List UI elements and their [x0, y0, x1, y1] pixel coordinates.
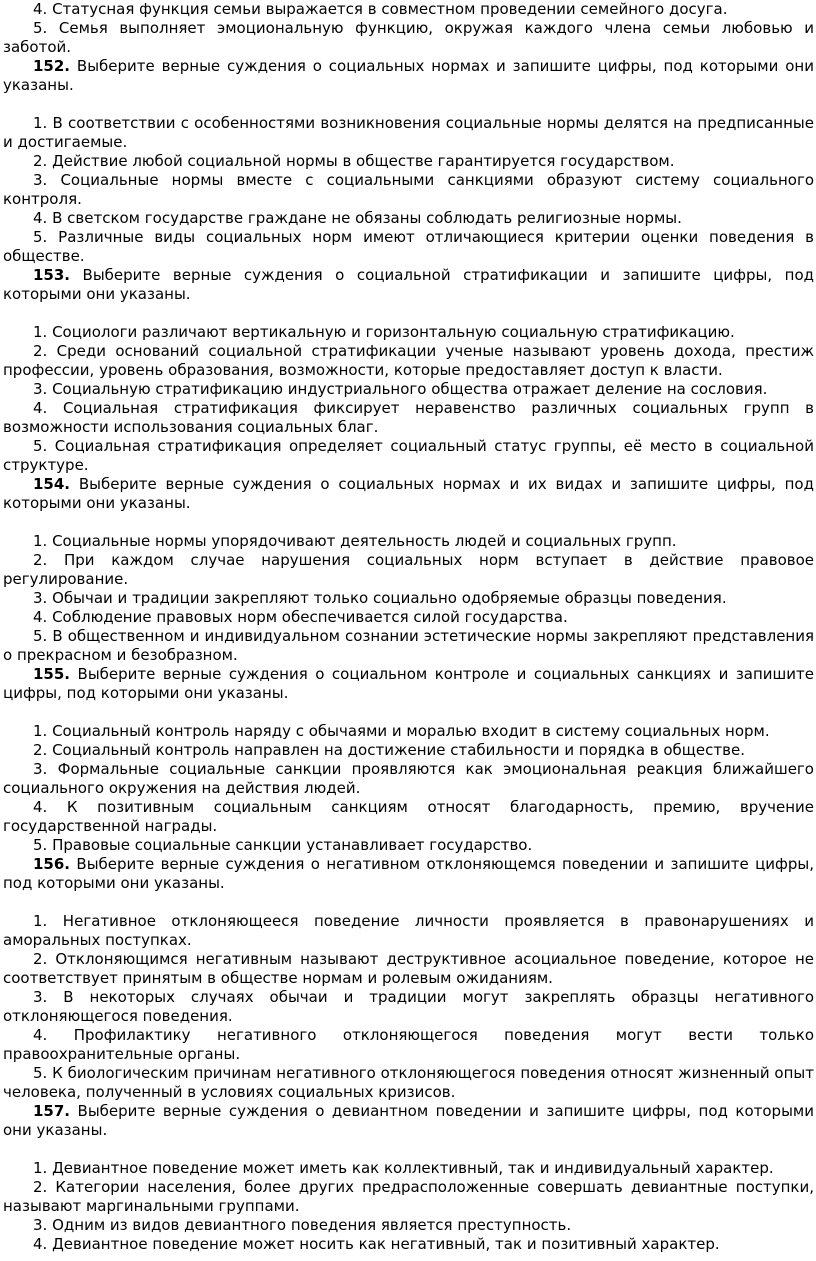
question-155 [3, 665, 814, 703]
list-item: 3. Одним из видов девиантного поведения является преступность. [33, 1216, 572, 1234]
list-item: 4. Соблюдение правовых норм обеспечивается силой государства. [33, 608, 568, 626]
question-text: Выберите верные суждения о негативном отклоняющемся поведении и запишите цифры, под которыми они указаны. [3, 855, 814, 892]
list-item: 2. Социальный контроль направлен на достижение стабильности и порядка в обществе. [33, 741, 745, 759]
list-item: 1. Негативное отклоняющееся поведение личности проявляется в правонарушениях и аморальных поступках. [3, 912, 814, 949]
list-item: 3. Социальные нормы вместе с социальными санкциями образуют систему социального контроля. [3, 171, 814, 208]
list-item: 2. Отклоняющимся негативным называют деструктивное асоциальное поведение, которое не соответствует принятым в обществе нормам и ролевым ожиданиям. [3, 950, 814, 987]
list-item: 4. Девиантное поведение может носить как негативный, так и позитивный характер. [33, 1235, 720, 1253]
spacer [3, 513, 814, 532]
list-item: 5. Семья выполняет эмоциональную функцию, окружая каждого члена семьи любовью и заботой. [3, 19, 814, 56]
list-item: 5. В общественном и индивидуальном сознании эстетические нормы закрепляют представления о прекрасном и безобразном. [3, 627, 814, 664]
list-item: 2. Категории населения, более других предрасположенные совершать девиантные поступки, называют маргинальными группами. [3, 1178, 814, 1215]
spacer [3, 703, 814, 722]
list-item: 3. Обычаи и традиции закрепляют только социально одобряемые образцы поведения. [33, 589, 727, 607]
list-item: 5. Правовые социальные санкции устанавливает государство. [33, 836, 533, 854]
spacer [3, 1140, 814, 1159]
question-number: 155. [33, 665, 71, 683]
question-153 [3, 266, 814, 304]
list-item: 1. Социальный контроль наряду с обычаями и моралью входит в систему социальных норм. [33, 722, 770, 740]
question-157 [3, 1102, 814, 1140]
question-number: 154. [33, 475, 71, 493]
question-number: 157. [33, 1102, 71, 1120]
list-item: 1. Социологи различают вертикальную и горизонтальную социальную стратификацию. [33, 323, 735, 341]
list-item: 4. Профилактику негативного отклоняющегося поведения могут вести только правоохранительные органы. [3, 1026, 814, 1063]
spacer [3, 304, 814, 323]
list-item: 5. Различные виды социальных норм имеют отличающиеся критерии оценки поведения в обществе. [3, 228, 814, 265]
list-item: 5. Социальная стратификация определяет социальный статус группы, её место в социальной структуре. [3, 437, 814, 474]
list-item: 4. Статусная функция семьи выражается в совместном проведении семейного досуга. [33, 0, 728, 18]
list-item: 2. При каждом случае нарушения социальных норм вступает в действие правовое регулирование. [3, 551, 814, 588]
list-item: 3. Формальные социальные санкции проявляются как эмоциональная реакция ближайшего социального окружения на действия людей. [3, 760, 814, 797]
list-item: 5. К биологическим причинам негативного отклоняющегося поведения относят жизненный опыт человека, полученный в условиях социальных кризисов. [3, 1064, 814, 1101]
list-item: 2. Действие любой социальной нормы в обществе гарантируется государством. [33, 152, 675, 170]
list-item: 2. Среди оснований социальной стратификации ученые называют уровень дохода, престиж профессии, уровень образования, возможности, которые предоставляет доступ к власти. [3, 342, 814, 379]
question-text: Выберите верные суждения о социальной стратификации и запишите цифры, под которыми они указаны. [3, 266, 814, 303]
list-item: 3. Социальную стратификацию индустриального общества отражает деление на сословия. [33, 380, 768, 398]
list-item: 4. Социальная стратификация фиксирует неравенство различных социальных групп в возможности использования социальных благ. [3, 399, 814, 436]
spacer [3, 893, 814, 912]
question-text: Выберите верные суждения о девиантном поведении и запишите цифры, под которыми они указаны. [3, 1102, 814, 1139]
list-item: 4. В светском государстве граждане не обязаны соблюдать религиозные нормы. [33, 209, 682, 227]
question-number: 153. [33, 266, 71, 284]
question-text: Выберите верные суждения о социальных нормах и их видах и запишите цифры, под которыми они указаны. [3, 475, 814, 512]
list-item: 1. Социальные нормы упорядочивают деятельность людей и социальных групп. [33, 532, 677, 550]
list-item: 4. К позитивным социальным санкциям относят благодарность, премию, вручение государственной награды. [3, 798, 814, 835]
list-item: 1. Девиантное поведение может иметь как коллективный, так и индивидуальный характер. [33, 1159, 774, 1177]
question-number: 152. [33, 57, 71, 75]
question-number: 156. [33, 855, 71, 873]
question-156 [3, 855, 814, 893]
question-152 [3, 57, 814, 95]
spacer [3, 95, 814, 114]
question-text: Выберите верные суждения о социальном контроле и социальных санкциях и запишите цифры, под которыми они указаны. [3, 665, 814, 702]
list-item: 1. В соответствии с особенностями возникновения социальные нормы делятся на предписанные и достигаемые. [3, 114, 814, 151]
question-text: Выберите верные суждения о социальных нормах и запишите цифры, под которыми они указаны. [3, 57, 814, 94]
question-154 [3, 475, 814, 513]
list-item: 3. В некоторых случаях обычаи и традиции могут закреплять образцы негативного отклоняющегося поведения. [3, 988, 814, 1025]
